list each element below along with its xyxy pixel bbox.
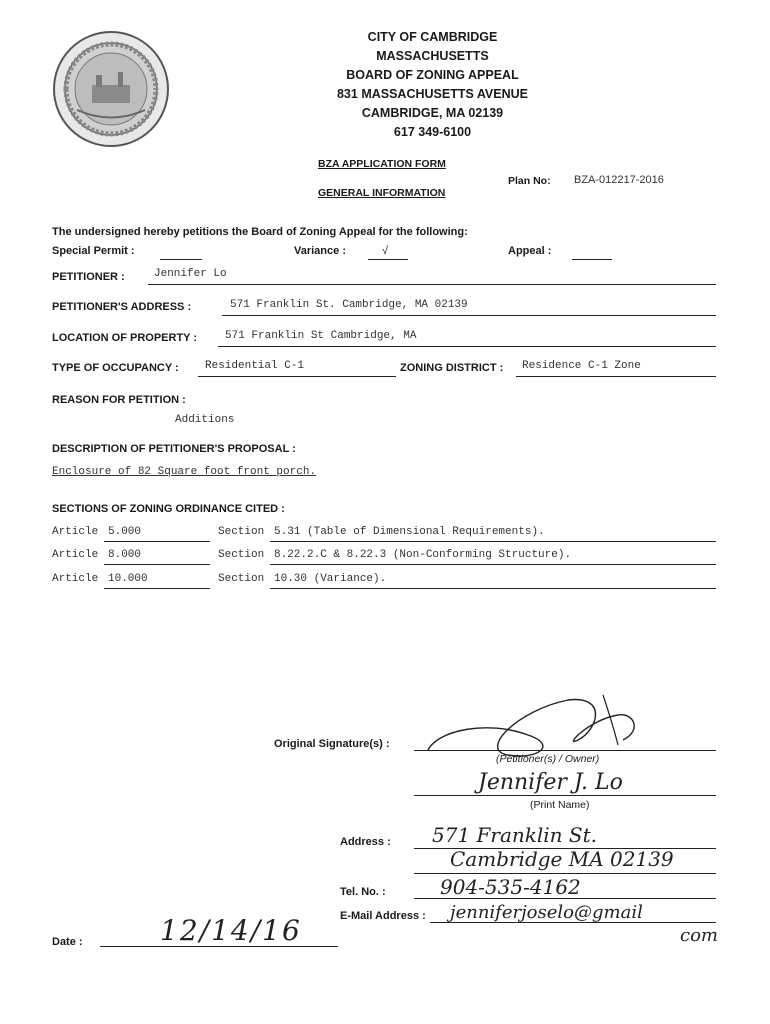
section-value-1: 5.31 (Table of Dimensional Requirements). <box>274 526 545 538</box>
zoning-value: Residence C-1 Zone <box>522 360 641 372</box>
section-word-2: Section <box>218 549 265 561</box>
zoning-label: ZONING DISTRICT : <box>400 362 504 374</box>
email-value-continued: com <box>680 925 718 946</box>
section-word-3: Section <box>218 573 265 585</box>
zoning-line[interactable] <box>516 376 716 377</box>
article-word-3: Article <box>52 573 99 585</box>
occupancy-label: TYPE OF OCCUPANCY : <box>52 362 179 374</box>
email-value: jenniferjoselo@gmail <box>450 902 643 923</box>
occupancy-line[interactable] <box>198 376 396 377</box>
reason-label: REASON FOR PETITION : <box>52 394 186 406</box>
article-line-2[interactable] <box>104 564 210 565</box>
date-value: 12/14/16 <box>160 914 302 947</box>
original-signature-label: Original Signature(s) : <box>274 738 390 750</box>
article-line-3[interactable] <box>104 588 210 589</box>
signature-line[interactable] <box>414 750 716 751</box>
address-label: PETITIONER'S ADDRESS : <box>52 301 192 313</box>
email-label: E-Mail Address : <box>340 910 426 922</box>
tel-value: 904-535-4162 <box>440 875 581 899</box>
date-label: Date : <box>52 936 83 948</box>
sig-address-line1: 571 Franklin St. <box>432 823 598 847</box>
occupancy-value: Residential C-1 <box>205 360 305 372</box>
petitioner-line[interactable] <box>148 284 716 285</box>
description-value: Enclosure of 82 Square foot front porch. <box>52 466 317 478</box>
tel-line[interactable] <box>414 898 716 899</box>
city-seal <box>52 30 170 148</box>
description-label: DESCRIPTION OF PETITIONER'S PROPOSAL : <box>52 443 296 455</box>
header-phone: 617 349-6100 <box>393 125 472 139</box>
petitioner-owner-caption: (Petitioner(s) / Owner) <box>496 753 600 765</box>
appeal-line[interactable] <box>572 259 612 260</box>
special-permit-line[interactable] <box>160 259 202 260</box>
appeal-label: Appeal : <box>508 245 552 257</box>
article-line-1[interactable] <box>104 541 210 542</box>
print-name-line[interactable] <box>414 795 716 796</box>
form-title: BZA APPLICATION FORM <box>318 158 446 170</box>
section-value-2: 8.22.2.C & 8.22.3 (Non-Conforming Structure). <box>274 549 572 561</box>
header-city: CITY OF CAMBRIDGE <box>367 30 498 44</box>
article-word-2: Article <box>52 549 99 561</box>
section-value-3: 10.30 (Variance). <box>274 573 387 585</box>
special-permit-label: Special Permit : <box>52 245 135 257</box>
variance-checkmark: √ <box>382 245 389 257</box>
variance-line[interactable] <box>368 259 408 260</box>
article-value-3: 10.000 <box>108 573 148 585</box>
location-line[interactable] <box>218 346 716 347</box>
section-line-1[interactable] <box>270 541 716 542</box>
plan-no-label: Plan No: <box>508 175 551 187</box>
address-line[interactable] <box>222 315 716 316</box>
header-state: MASSACHUSETTS <box>376 49 489 63</box>
sig-address-line-2[interactable] <box>414 873 716 874</box>
section-word-1: Section <box>218 526 265 538</box>
header-city-zip: CAMBRIDGE, MA 02139 <box>361 106 504 120</box>
date-line[interactable] <box>100 946 338 947</box>
sig-address-label: Address : <box>340 836 391 848</box>
section-line-3[interactable] <box>270 588 716 589</box>
print-name-value: Jennifer J. Lo <box>478 770 623 795</box>
header-street: 831 MASSACHUSETTS AVENUE <box>336 87 528 101</box>
print-name-caption: (Print Name) <box>530 799 590 811</box>
sections-label: SECTIONS OF ZONING ORDINANCE CITED : <box>52 503 285 515</box>
address-value: 571 Franklin St. Cambridge, MA 02139 <box>230 299 468 311</box>
reason-value: Additions <box>175 414 235 426</box>
article-value-2: 8.000 <box>108 549 142 561</box>
form-subtitle: GENERAL INFORMATION <box>318 187 446 199</box>
tel-label: Tel. No. : <box>340 886 386 898</box>
plan-no-value: BZA-012217-2016 <box>574 174 664 186</box>
header-board: BOARD OF ZONING APPEAL <box>346 68 519 82</box>
sig-address-line2: Cambridge MA 02139 <box>450 847 674 871</box>
petitioner-value: Jennifer Lo <box>154 268 227 280</box>
petitioner-label: PETITIONER : <box>52 271 125 283</box>
article-value-1: 5.000 <box>108 526 142 538</box>
intro-text: The undersigned hereby petitions the Board of Zoning Appeal for the following: <box>52 226 468 238</box>
section-line-2[interactable] <box>270 564 716 565</box>
location-label: LOCATION OF PROPERTY : <box>52 332 198 344</box>
location-value: 571 Franklin St Cambridge, MA <box>225 330 417 342</box>
email-line[interactable] <box>430 922 716 923</box>
variance-label: Variance : <box>294 245 346 257</box>
article-word-1: Article <box>52 526 99 538</box>
